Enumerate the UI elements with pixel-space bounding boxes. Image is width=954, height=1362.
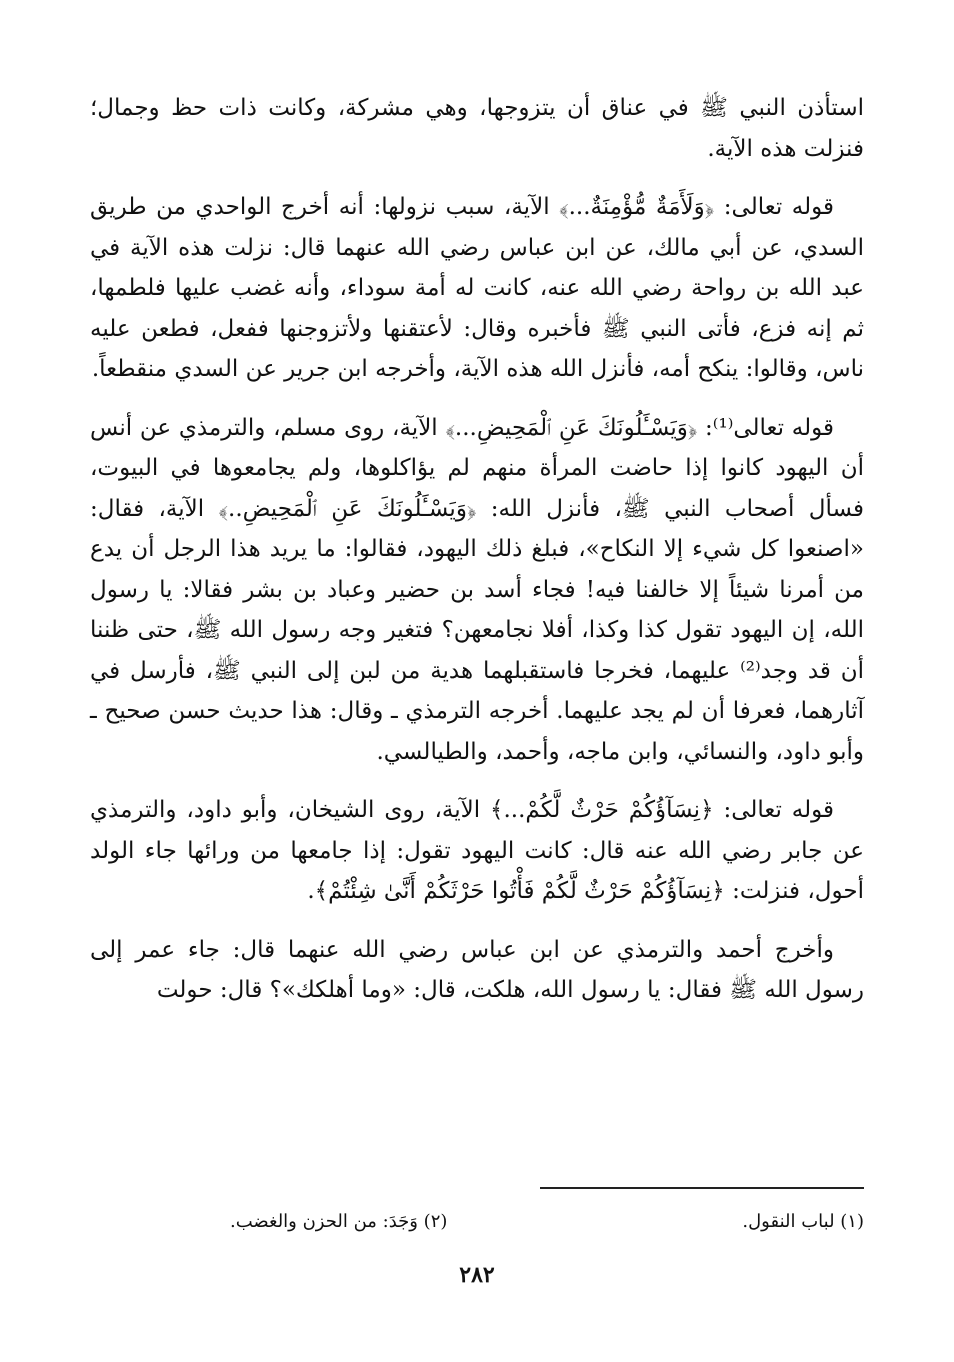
paragraph-1: استأذن النبي ﷺ في عناق أن يتزوجها، وهي مشركة، وكانت ذات حظ وجمال؛ فنزلت هذه الآية. xyxy=(90,95,864,162)
paragraph-2: قوله تعالى: ﴿وَلَأَمَةٌ مُّؤْمِنَةٌ...﴾ الآية، سبب نزولها: أنه أخرج الواحدي من طريق السدي، عن أبي مالك، عن ابن عباس رضي الله عنهما قال: نزلت هذه الآية في عبد الله بن رواحة رضي الله عنه، كانت له أمة سوداء، وأنه غضب عليها فلطمها، ثم إنه فزع، فأتى النبي ﷺ فأخبره وقال: لأعتقنها ولأتزوجنها ففعل، فطعن عليه ناس، وقالوا: ينكح أمه، فأنزل الله هذه الآية، وأخرجه ابن جرير عن السدي منقطعاً. xyxy=(90,194,864,382)
footnotes xyxy=(150,1207,864,1237)
paragraph-3: قوله تعالى⁽¹⁾: ﴿وَيَسْـَٔلُونَكَ عَنِ ٱلْمَحِيضِ...﴾ الآية، روى مسلم، والترمذي عن أنس أن اليهود كانوا إذا حاضت المرأة منهم لم يؤاكلوها، ولم يجامعوها في البيوت، فسأل أصحاب النبي ﷺ، فأنزل الله: ﴿وَيَسْـَٔلُونَكَ عَنِ ٱلْمَحِيضِ..﴾ الآية، فقال: «اصنعوا كل شيء إلا النكاح»، فبلغ ذلك اليهود، فقالوا: ما يريد هذا الرجل أن يدع من أمرنا شيئاً إلا خالفنا فيه! فجاء أسد بن حضير وعباد بن بشر فقالا: يا رسول الله، إن اليهود تقول كذا وكذا، أفلا نجامعهن؟ فتغير وجه رسول الله ﷺ، حتى ظننا أن قد وجد⁽²⁾ عليهما، فخرجا فاستقبلهما هدية من لبن إلى النبي ﷺ، فأرسل في آثارهما، فعرفا أن لم يجد عليهما. أخرجه الترمذي ـ وقال: هذا حديث حسن صحيح ـ وأبو داود، والنسائي، وابن ماجه، وأحمد، والطيالسي. xyxy=(90,414,864,765)
paragraph-5: وأخرج أحمد والترمذي عن ابن عباس رضي الله عنهما قال: جاء عمر إلى رسول الله ﷺ فقال: يا رسول الله، هلكت، قال: «وما أهلكك»؟ قال: حولت xyxy=(90,936,864,1003)
footnote-1: (١) لباب النقول. xyxy=(742,1211,864,1232)
page-body xyxy=(90,88,864,1029)
footnote-divider xyxy=(540,1187,864,1189)
footnote-2: (٢) وَجَدَ: من الحزن والغضب. xyxy=(230,1211,448,1232)
paragraph-4: قوله تعالى: ﴿نِسَآؤُكُمْ حَرْثٌ لَّكُمْ...﴾ الآية، روى الشيخان، وأبو داود، والترمذي عن جابر رضي الله عنه قال: كانت اليهود تقول: إذا جامعها من ورائها جاء الولد أحول، فنزلت: ﴿نِسَآؤُكُمْ حَرْثٌ لَّكُمْ فَأْتُوا حَرْثَكُمْ أَنَّىٰ شِئْتُمْ﴾. xyxy=(90,797,864,904)
page-number: ٢٨٢ xyxy=(459,1262,495,1288)
